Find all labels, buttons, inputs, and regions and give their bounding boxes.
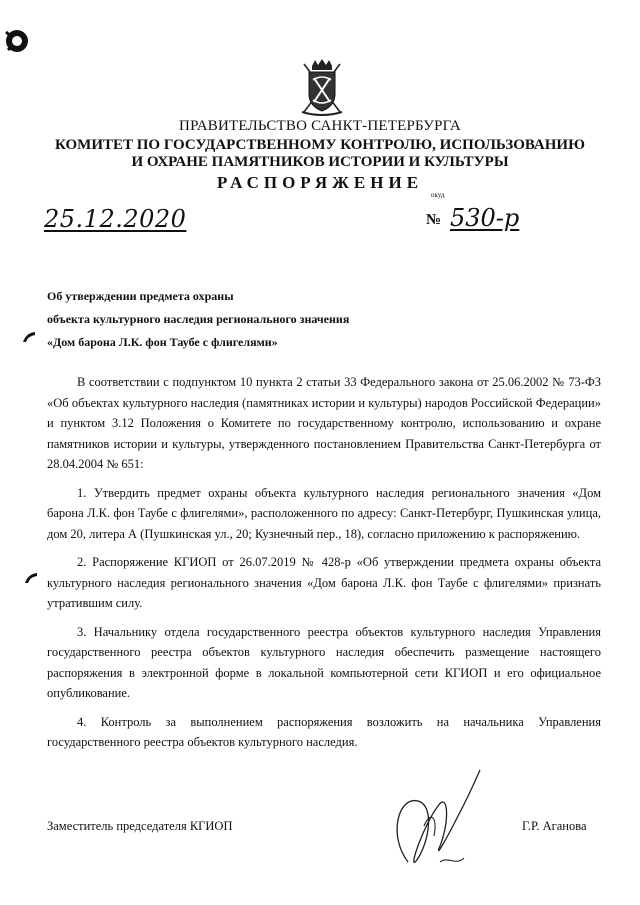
item-2-paragraph: 2. Распоряжение КГИОП от 26.07.2019 № 428-р «Об утверждении предмета охраны объекта культурного наследия регионального значения «Дом барона Л.К. фон Таубе с флигелями» признать утратившим силу. xyxy=(47,555,601,610)
item-3-paragraph: 3. Начальнику отдела государственного реестра объектов культурного наследия Управления государственного реестра объектов культурного наследия обеспечить размещение настоящего распоряжения в электронной форме в локальной компьютерной сети КГИОП и его официальное опубликование. xyxy=(47,624,601,700)
subject-line-1: Об утверждении предмета охраны xyxy=(47,289,234,303)
subject-line-3: «Дом барона Л.К. фон Таубе с флигелями» xyxy=(47,335,278,349)
hole-punch-mark xyxy=(4,28,30,54)
margin-mark xyxy=(22,331,36,343)
committee-name xyxy=(0,137,640,171)
item-1-paragraph: 1. Утвердить предмет охраны объекта культурного наследия регионального значения «Дом барона Л.К. фон Таубе с флигелями», расположенного по адресу: Санкт-Петербург, Пушкинская улица, дом 20, литера А (Пушкинская ул., 20; Кузнечный пер., 18), согласно приложению к распоряжению. xyxy=(47,485,601,541)
signatory-position: Заместитель председателя КГИОП xyxy=(47,819,233,833)
okud-label: окуд xyxy=(431,191,445,199)
item-4-paragraph: 4. Контроль за выполнением распоряжения возложить на начальника Управления государственного реестра объектов культурного наследия. xyxy=(47,714,601,749)
subject-line-2: объекта культурного наследия регионального значения xyxy=(47,312,350,326)
number-sign: № xyxy=(426,212,442,228)
order-date: 25.12.2020 xyxy=(44,205,187,233)
margin-mark xyxy=(24,572,38,584)
signatory-name: Г.Р. Аганова xyxy=(522,819,587,833)
government-name: ПРАВИТЕЛЬСТВО САНКТ-ПЕТЕРБУРГА xyxy=(179,118,461,134)
committee-line-2: И ОХРАНЕ ПАМЯТНИКОВ ИСТОРИИ И КУЛЬТУРЫ xyxy=(131,154,509,170)
preamble-paragraph: В соответствии с подпунктом 10 пункта 2 статьи 33 Федерального закона от 25.06.2002 № 73-ФЗ «Об объектах культурного наследия (памятниках истории и культуры) народов Российской Федерации» и пунктом 3.12 Положения о Комитете по государственному контролю, использованию и охране памятников истории и культуры, утвержденного постановлением Правительства Санкт-Петербурга от 28.04.2004 № 651: xyxy=(47,375,601,471)
committee-line-1: КОМИТЕТ ПО ГОСУДАРСТВЕННОМУ КОНТРОЛЮ, ИСПОЛЬЗОВАНИЮ xyxy=(55,137,585,153)
order-number: 530-р xyxy=(450,204,520,232)
handwritten-signature xyxy=(378,766,488,878)
coat-of-arms-icon xyxy=(298,58,346,116)
order-subject xyxy=(47,285,407,354)
document-type-title: РАСПОРЯЖЕНИЕ xyxy=(216,173,424,192)
order-body xyxy=(47,372,601,761)
